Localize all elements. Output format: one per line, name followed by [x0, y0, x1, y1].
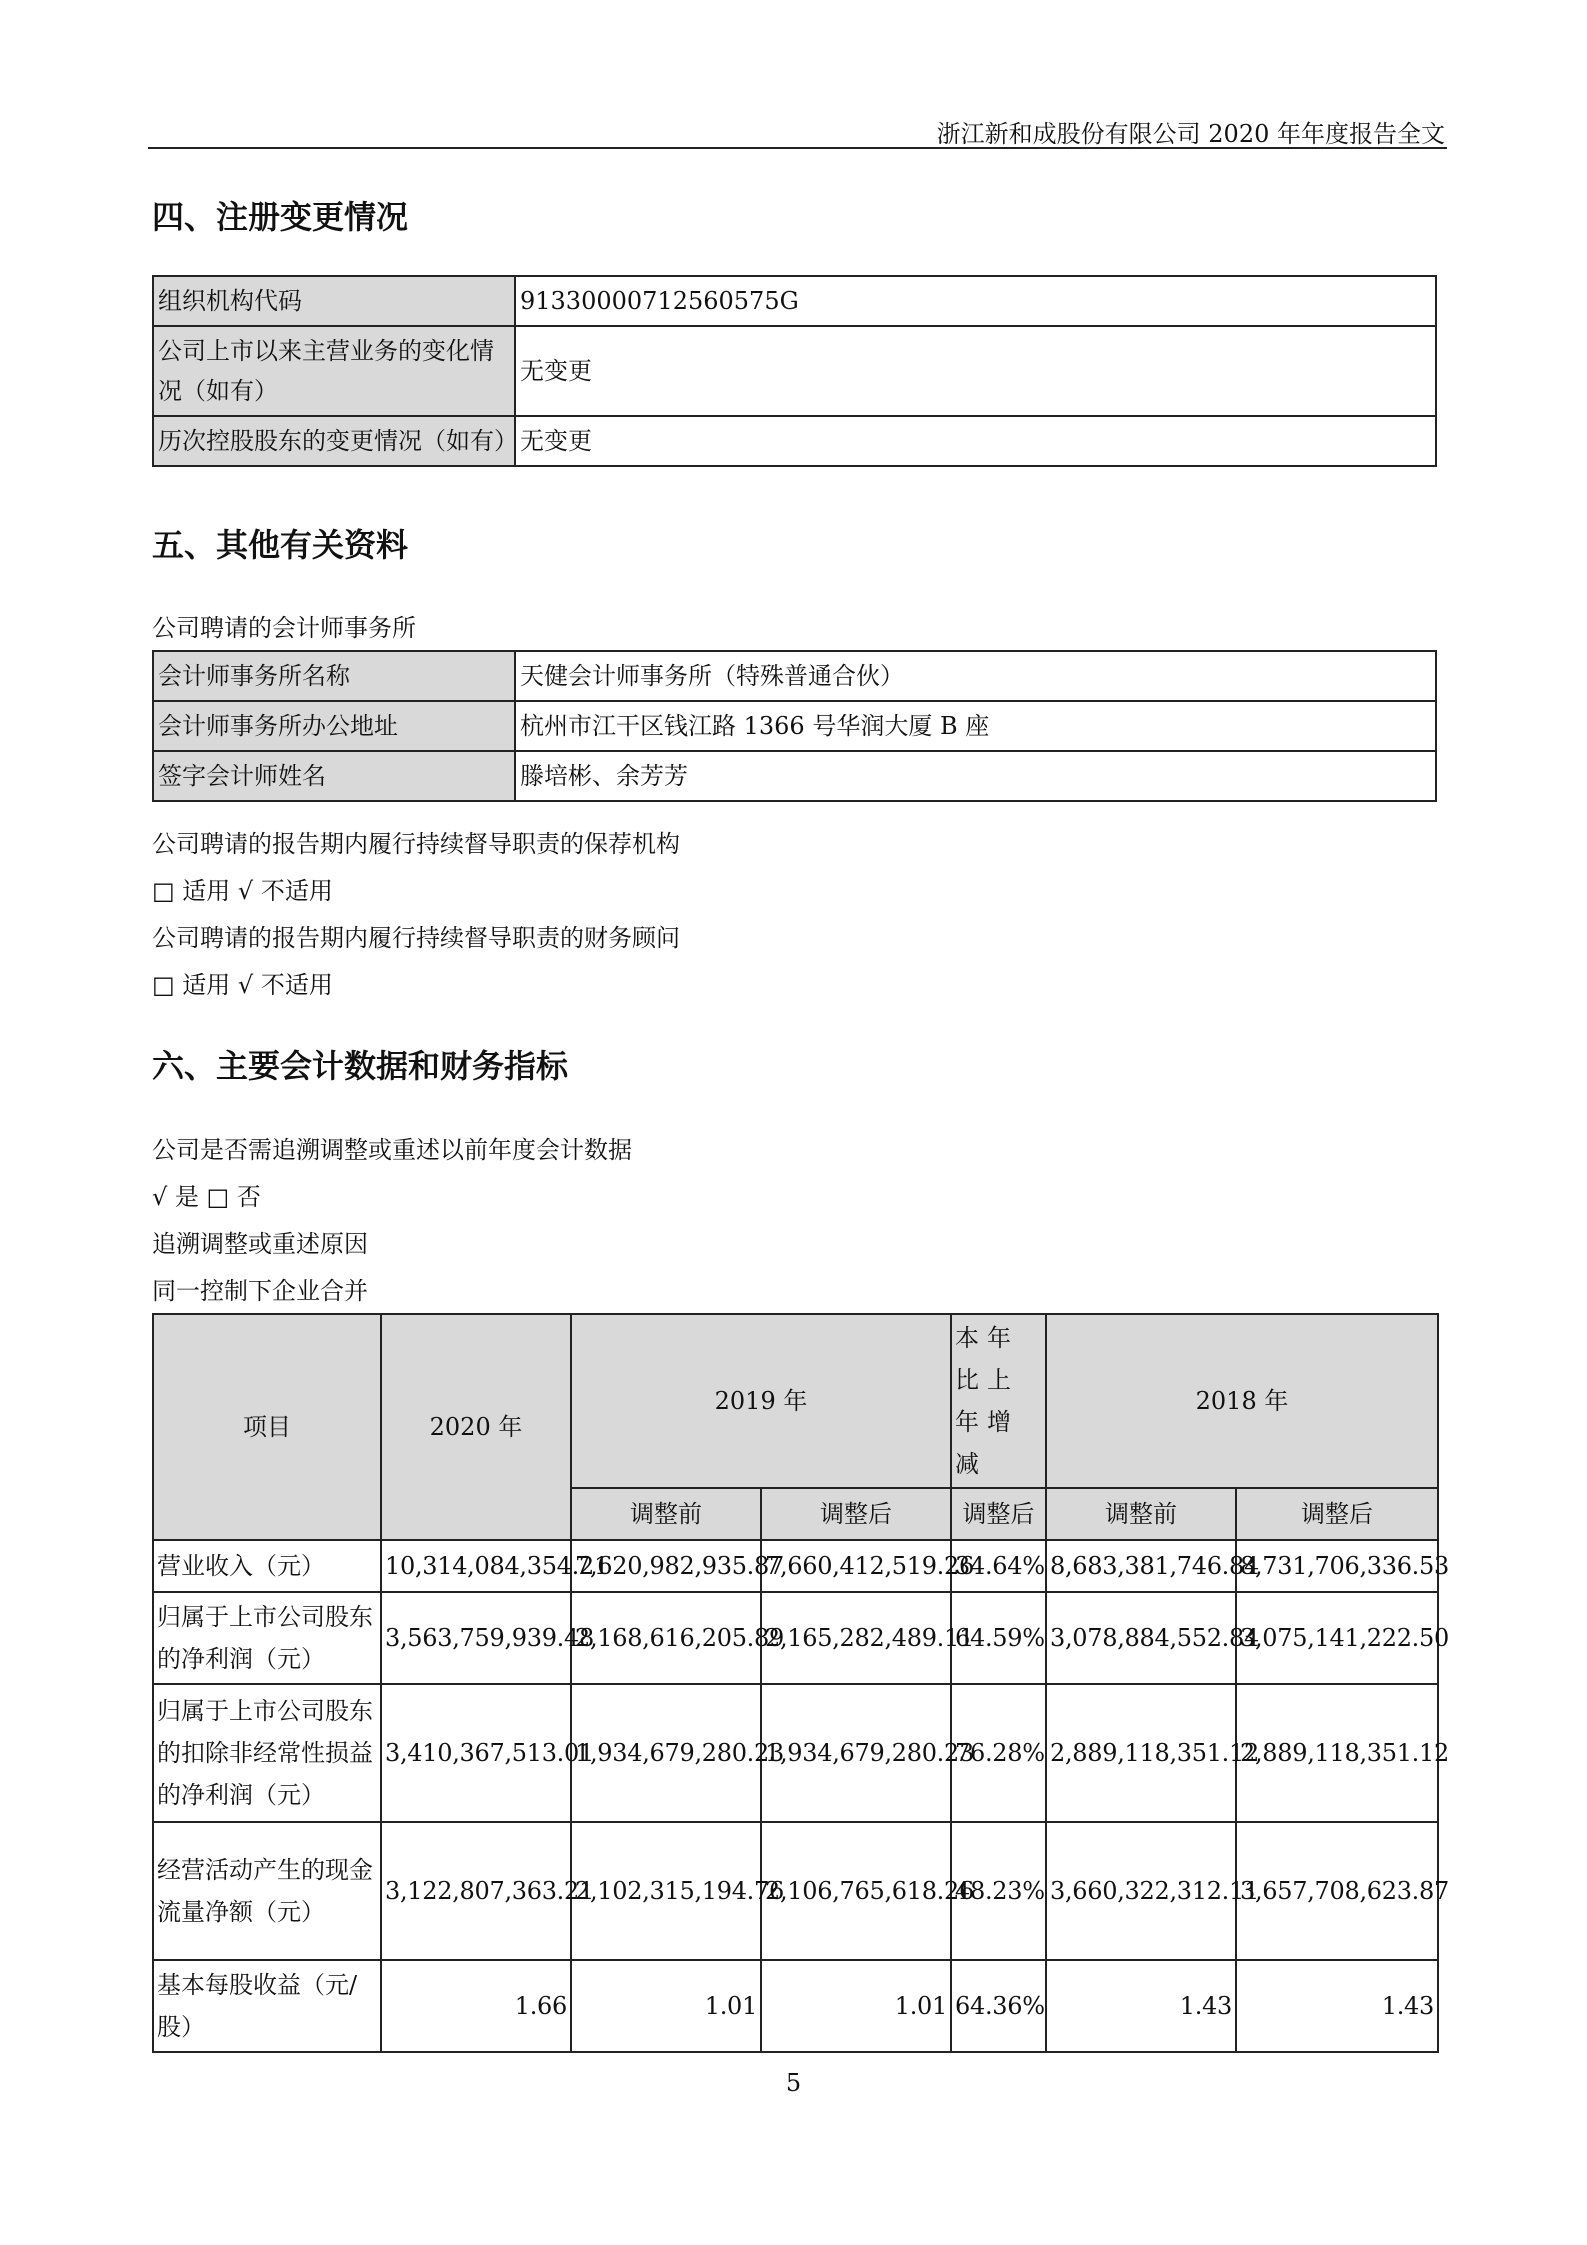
- header-2018: 2018 年: [1046, 1314, 1438, 1488]
- value-2019-before: 7,620,982,935.87: [571, 1540, 761, 1592]
- sponsor-choice: □ 适用 √ 不适用: [152, 877, 333, 905]
- header-item: 项目: [153, 1314, 381, 1540]
- value-2020: 10,314,084,354.21: [381, 1540, 571, 1592]
- value-2018-after: 8,731,706,336.53: [1236, 1540, 1438, 1592]
- section4-heading: 四、注册变更情况: [152, 198, 409, 236]
- header-2019-after: 调整后: [761, 1488, 951, 1540]
- header-2018-after: 调整后: [1236, 1488, 1438, 1540]
- value-2019-before: 2,102,315,194.76: [571, 1822, 761, 1960]
- auditor-value: 杭州市江干区钱江路 1366 号华润大厦 B 座: [515, 701, 1436, 751]
- table-row: [153, 1540, 1438, 1592]
- header-2018-before: 调整前: [1046, 1488, 1236, 1540]
- row-label: 基本每股收益（元/股）: [153, 1960, 381, 2052]
- value-2018-after: 3,075,141,222.50: [1236, 1592, 1438, 1684]
- value-2019-after: 7,660,412,519.26: [761, 1540, 951, 1592]
- table-row: [153, 701, 1436, 751]
- value-2018-before: 3,660,322,312.11: [1046, 1822, 1236, 1960]
- value-2018-before: 2,889,118,351.12: [1046, 1684, 1236, 1822]
- header-2019-before: 调整前: [571, 1488, 761, 1540]
- row-label: 归属于上市公司股东的净利润（元）: [153, 1592, 381, 1684]
- value-change: 64.59%: [951, 1592, 1046, 1684]
- restatement-reason-label: 追溯调整或重述原因: [152, 1230, 368, 1258]
- value-2018-after: 1.43: [1236, 1960, 1438, 2052]
- header-change-after: 调整后: [951, 1488, 1046, 1540]
- value-2019-after: 1.01: [761, 1960, 951, 2052]
- value-2018-before: 3,078,884,552.84: [1046, 1592, 1236, 1684]
- header-2019: 2019 年: [571, 1314, 951, 1488]
- registration-key: 公司上市以来主营业务的变化情况（如有）: [153, 326, 515, 416]
- report-header-title: 浙江新和成股份有限公司 2020 年年度报告全文: [936, 120, 1445, 148]
- auditor-table: [152, 650, 1437, 802]
- value-change: 76.28%: [951, 1684, 1046, 1822]
- value-2018-after: 2,889,118,351.12: [1236, 1684, 1438, 1822]
- table-header-row: [153, 1314, 1438, 1488]
- table-row: [153, 1592, 1438, 1684]
- row-label: 经营活动产生的现金流量净额（元）: [153, 1822, 381, 1960]
- auditor-value: 滕培彬、余芳芳: [515, 751, 1436, 801]
- value-2018-before: 8,683,381,746.84: [1046, 1540, 1236, 1592]
- row-label: 归属于上市公司股东的扣除非经常性损益的净利润（元）: [153, 1684, 381, 1822]
- table-row: [153, 1684, 1438, 1822]
- auditor-key: 签字会计师姓名: [153, 751, 515, 801]
- value-2019-before: 1,934,679,280.23: [571, 1684, 761, 1822]
- sponsor-label: 公司聘请的报告期内履行持续督导职责的保荐机构: [152, 830, 680, 858]
- advisor-choice: □ 适用 √ 不适用: [152, 971, 333, 999]
- restatement-question: 公司是否需追溯调整或重述以前年度会计数据: [152, 1136, 632, 1164]
- table-row: [153, 276, 1436, 326]
- value-2019-before: 2,168,616,205.89: [571, 1592, 761, 1684]
- value-2019-before: 1.01: [571, 1960, 761, 2052]
- registration-table: [152, 275, 1437, 467]
- registration-key: 历次控股股东的变更情况（如有）: [153, 416, 515, 466]
- value-2019-after: 2,165,282,489.11: [761, 1592, 951, 1684]
- advisor-label: 公司聘请的报告期内履行持续督导职责的财务顾问: [152, 924, 680, 952]
- table-row: [153, 1960, 1438, 2052]
- table-row: [153, 1822, 1438, 1960]
- registration-value: 无变更: [515, 326, 1436, 416]
- value-2020: 3,563,759,939.48: [381, 1592, 571, 1684]
- value-change: 34.64%: [951, 1540, 1046, 1592]
- value-2019-after: 1,934,679,280.23: [761, 1684, 951, 1822]
- registration-value: 无变更: [515, 416, 1436, 466]
- registration-key: 组织机构代码: [153, 276, 515, 326]
- row-label: 营业收入（元）: [153, 1540, 381, 1592]
- table-row: [153, 651, 1436, 701]
- auditor-intro: 公司聘请的会计师事务所: [152, 614, 416, 642]
- value-2019-after: 2,106,765,618.26: [761, 1822, 951, 1960]
- auditor-value: 天健会计师事务所（特殊普通合伙）: [515, 651, 1436, 701]
- table-row: [153, 751, 1436, 801]
- section5-heading: 五、其他有关资料: [152, 526, 409, 564]
- value-2020: 3,410,367,513.01: [381, 1684, 571, 1822]
- restatement-answer: √ 是 □ 否: [152, 1183, 261, 1211]
- header-change: 本年比上年增减: [951, 1314, 1046, 1488]
- auditor-key: 会计师事务所办公地址: [153, 701, 515, 751]
- value-2020: 1.66: [381, 1960, 571, 2052]
- page-number: 5: [785, 2069, 802, 2097]
- value-2018-after: 3,657,708,623.87: [1236, 1822, 1438, 1960]
- value-change: 64.36%: [951, 1960, 1046, 2052]
- financial-indicators-table: [152, 1313, 1449, 2053]
- registration-value: 91330000712560575G: [515, 276, 1436, 326]
- table-row: [153, 416, 1436, 466]
- auditor-key: 会计师事务所名称: [153, 651, 515, 701]
- header-2020: 2020 年: [381, 1314, 571, 1540]
- section6-heading: 六、主要会计数据和财务指标: [152, 1047, 569, 1085]
- value-2020: 3,122,807,363.21: [381, 1822, 571, 1960]
- header-divider: [148, 147, 1447, 149]
- table-row: [153, 326, 1436, 416]
- restatement-reason: 同一控制下企业合并: [152, 1277, 368, 1305]
- value-change: 48.23%: [951, 1822, 1046, 1960]
- value-2018-before: 1.43: [1046, 1960, 1236, 2052]
